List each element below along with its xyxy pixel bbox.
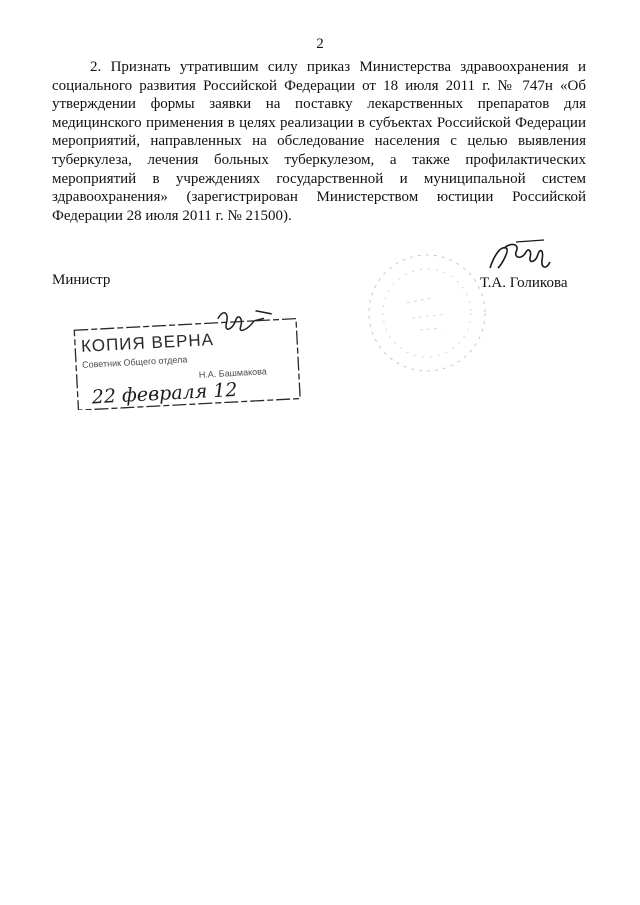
svg-text:Н.А. Башмакова: Н.А. Башмакова (198, 366, 268, 380)
paragraph-rest: социального развития Российской Федерации от 18 июля 2011 г. № 747н «Об утверждении формы заявки на поставку лекарственных препаратов для медицинского применения в целях реализации в субъектах Российской Федерации мероприятий, направленных на обследование населения с целью выявления туберкулеза, лечения больных туберкулезом, а также профилактических мероприятий в учреждениях государственной и муниципальной систем здравоохранения» (зарегистрирован Министерством юстиции Российской Федерации 28 июля 2011 г. № 21500). (52, 77, 586, 224)
minister-signature (486, 238, 556, 276)
minister-title: Министр (52, 272, 111, 288)
minister-name: Т.А. Голикова (480, 275, 568, 291)
main-paragraph (52, 58, 586, 225)
svg-text:Советник Общего отдела: Советник Общего отдела (81, 354, 188, 370)
paragraph-lead: 2. Признать утратившим силу приказ Министерства здравоохранения и (90, 59, 586, 75)
official-seal (362, 248, 492, 378)
svg-text:КОПИЯ ВЕРНА: КОПИЯ ВЕРНА (80, 329, 215, 356)
svg-text:22 февраля 12: 22 февраля 12 (91, 378, 238, 409)
copy-certified-stamp (70, 310, 320, 410)
page-number: 2 (316, 36, 324, 52)
